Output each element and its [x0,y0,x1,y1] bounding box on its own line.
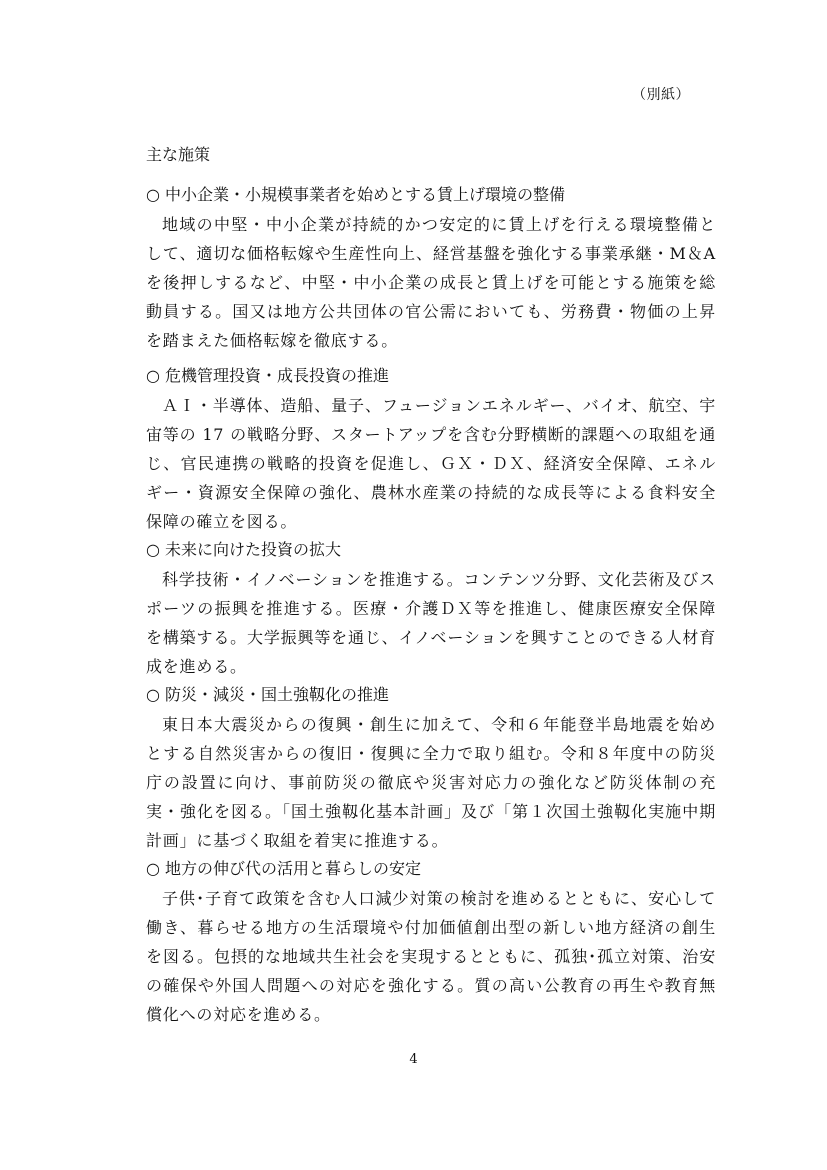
section-regional-living [146,854,716,1029]
page-heading: 主な施策 [146,145,211,164]
section-title: ○ 未来に向けた投資の拡大 [146,540,342,559]
section-body: 地域の中堅・中小企業が持続的かつ安定的に賃上げを行える環境整備として、適切な価格転嫁や生産性向上、経営基盤を強化する事業承継・M＆Aを後押しするなど、中堅・中小企業の成長と賃上げを可能とする施策を総動員する。国又は地方公共団体の官公需においても、労務費・物価の上昇を踏まえた価格転嫁を徹底する。 [146,215,716,350]
section-title: ○ 地方の伸び代の活用と暮らしの安定 [146,859,422,878]
section-disaster-resilience [146,680,716,855]
section-body: ＡＩ・半導体、造船、量子、フュージョンエネルギー、バイオ、航空、宇宙等の 17 の戦略分野、スタートアップを含む分野横断的課題への取組を通じ、官民連携の戦略的投資を促進し、ＧＸ・ＤＸ、経済安全保障、エネルギー・資源安全保障の強化、農林水産業の持続的な成長等による食料安全保障の確立を図る。 [146,396,716,531]
section-body: 東日本大震災からの復興・創生に加えて、令和６年能登半島地震を始めとする自然災害からの復旧・復興に全力で取り組む。令和８年度中の防災庁の設置に向け、事前防災の徹底や災害対応力の強化など防災体制の充実・強化を図る。「国土強靱化基本計画」及び「第１次国土強靱化実施中期計画」に基づく取組を着実に推進する。 [146,715,716,850]
section-title: ○ 中小企業・小規模事業者を始めとする賃上げ環境の整備 [146,185,566,204]
section-title: ○ 危機管理投資・成長投資の推進 [146,366,390,385]
section-body: 科学技術・イノベーションを推進する。コンテンツ分野、文化芸術及びスポーツの振興を推進する。医療・介護ＤＸ等を推進し、健康医療安全保障を構築する。大学振興等を通じ、イノベーションを興すことのできる人材育成を進める。 [146,570,716,676]
page-number: 4 [409,1052,418,1067]
section-title: ○ 防災・減災・国土強靱化の推進 [146,685,390,704]
section-wage-environment [146,180,716,355]
annex-label: （別紙） [632,87,690,103]
section-crisis-investment [146,361,716,536]
section-future-investment [146,535,716,681]
section-body: 子供･子育て政策を含む人口減少対策の検討を進めるとともに、安心して働き、暮らせる地方の生活環境や付加価値創出型の新しい地方経済の創生を図る。包摂的な地域共生社会を実現するとともに、孤独･孤立対策、治安の確保や外国人問題への対応を強化する。質の高い公教育の再生や教育無償化への対応を進める。 [146,889,716,1024]
